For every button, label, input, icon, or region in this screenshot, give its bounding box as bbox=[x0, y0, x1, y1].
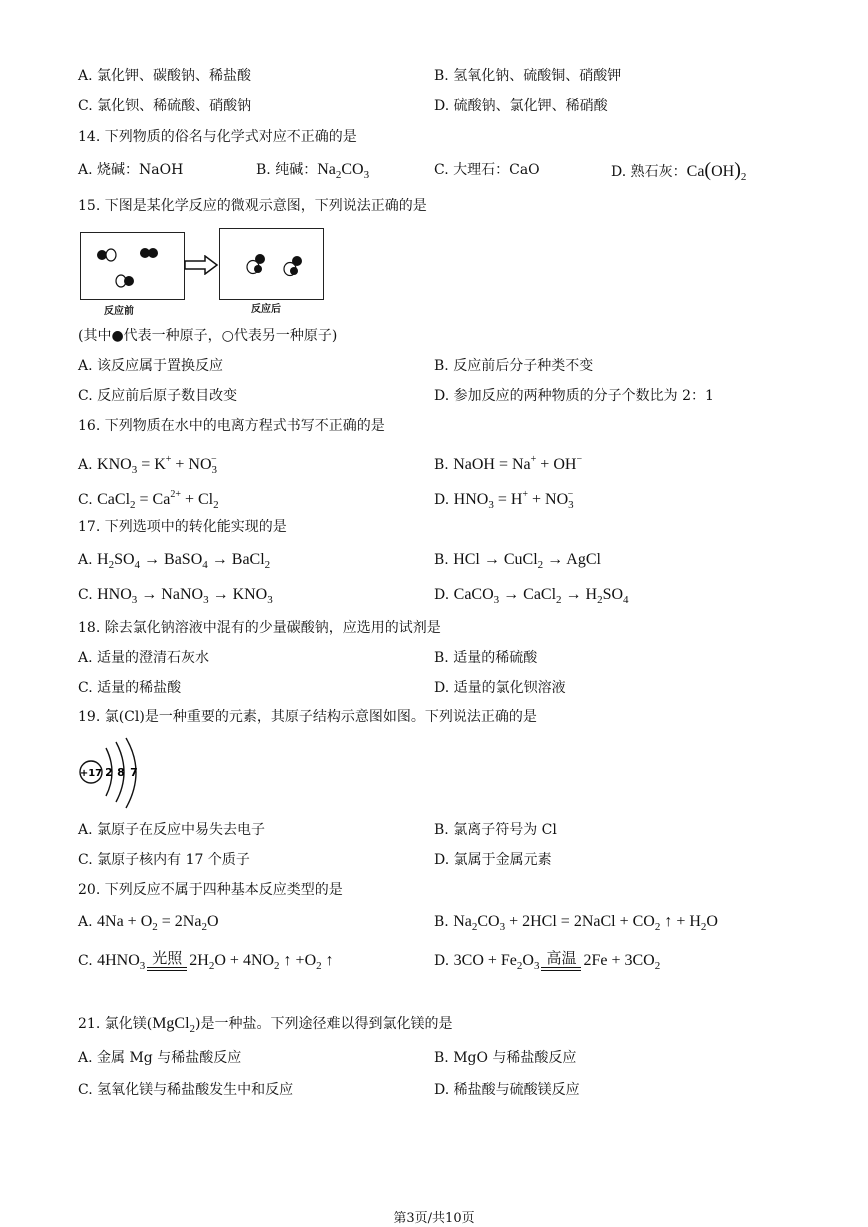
reaction-arrow-icon bbox=[183, 255, 219, 275]
q21-stem: 21. 氯化镁(MgCl$_2$)是一种盐。下列途径难以得到氯化镁的是 bbox=[78, 1015, 453, 1035]
q20-option-a: A. $4Na + O_2 = 2Na_2O$ bbox=[78, 913, 219, 933]
q19-option-d: D. 氯属于金属元素 bbox=[434, 852, 552, 868]
q20-option-c: C. $4HNO_3$ 光照 $2H_2O + 4NO_2$ ↑ $+O_2$ ↑ bbox=[78, 951, 334, 972]
q19-option-a: A. 氯原子在反应中易失去电子 bbox=[78, 822, 266, 838]
q13-option-c: C. 氯化钡、稀硫酸、硝酸钠 bbox=[78, 98, 252, 114]
q17-option-d: D. CaCO$_3$ → CaCl$_2$ → $H_2SO_4$ bbox=[434, 586, 629, 606]
q16-stem: 16. 下列物质在水中的电离方程式书写不正确的是 bbox=[78, 418, 385, 434]
q17-option-b: B. HCl → CuCl$_2$ → AgCl bbox=[434, 551, 601, 571]
q14-option-d: D. 熟石灰：$Ca(OH)_2$ bbox=[611, 159, 747, 183]
q14-option-c: C. 大理石：CaO bbox=[434, 162, 540, 178]
q15-option-d: D. 参加反应的两种物质的分子个数比为 2：1 bbox=[434, 388, 714, 404]
q15-option-a: A. 该反应属于置换反应 bbox=[78, 358, 224, 374]
reaction-after-diagram bbox=[220, 229, 323, 299]
shell-1-count: 2 bbox=[105, 766, 113, 779]
before-caption: 反应前 bbox=[104, 306, 134, 317]
q18-stem: 18. 除去氯化钠溶液中混有的少量碳酸钠，应选用的试剂是 bbox=[78, 620, 441, 636]
q13-option-a: A. 氯化钾、碳酸钠、稀盐酸 bbox=[78, 68, 252, 84]
q20-option-d: D. $3CO + Fe_2O_3$ 高温 $2Fe + 3CO_2$ bbox=[434, 951, 661, 972]
q19-stem: 19. 氯(Cl)是一种重要的元素，其原子结构示意图如图。下列说法正确的是 bbox=[78, 709, 537, 725]
q19-option-b: B. 氯离子符号为 Cl bbox=[434, 822, 557, 838]
q18-option-c: C. 适量的稀盐酸 bbox=[78, 680, 182, 696]
shell-2-count: 8 bbox=[117, 766, 125, 779]
chlorine-atom-structure-diagram bbox=[78, 736, 148, 810]
q14-option-b: B. 纯碱：$Na_2CO_3$ bbox=[256, 161, 370, 181]
q16-option-a: A. $KNO_3 = K^+ + NO_3^-$ bbox=[78, 454, 218, 476]
shell-3-count: 7 bbox=[130, 766, 138, 779]
reaction-before-diagram bbox=[81, 233, 184, 299]
q14-option-a: A. 烧碱：NaOH bbox=[78, 162, 184, 178]
q17-option-a: A. $H_2SO_4$ → BaSO$_4$ → BaCl$_2$ bbox=[78, 551, 271, 571]
after-caption: 反应后 bbox=[251, 304, 281, 315]
q13-option-b: B. 氢氧化钠、硫酸铜、硝酸钾 bbox=[434, 68, 622, 84]
q18-option-b: B. 适量的稀硫酸 bbox=[434, 650, 538, 666]
nucleus-label: +17 bbox=[79, 768, 103, 779]
q21-option-c: C. 氢氧化镁与稀盐酸发生中和反应 bbox=[78, 1082, 294, 1098]
q17-stem: 17. 下列选项中的转化能实现的是 bbox=[78, 519, 287, 535]
q16-option-b: B. NaOH = Na+ + OH− bbox=[434, 454, 583, 473]
q15-stem: 15. 下图是某化学反应的微观示意图，下列说法正确的是 bbox=[78, 198, 427, 214]
condition-high-temp: 高温 bbox=[546, 951, 577, 968]
q16-option-d: D. $HNO_3 = H^+ + NO_3^-$ bbox=[434, 489, 574, 511]
condition-light: 光照 bbox=[152, 951, 183, 968]
reaction-before-box bbox=[80, 232, 185, 300]
q13-option-d: D. 硫酸钠、氯化钾、稀硝酸 bbox=[434, 98, 608, 114]
q18-option-a: A. 适量的澄清石灰水 bbox=[78, 650, 210, 666]
q14-stem: 14. 下列物质的俗名与化学式对应不正确的是 bbox=[78, 129, 357, 145]
reaction-after-box bbox=[219, 228, 324, 300]
q19-option-c: C. 氯原子核内有 17 个质子 bbox=[78, 852, 250, 868]
q15-option-b: B. 反应前后分子种类不变 bbox=[434, 358, 594, 374]
q16-option-c: C. CaCl$_2$ = $Ca^{2+} + Cl_2$ bbox=[78, 489, 219, 511]
q15-note: (其中●代表一种原子，○代表另一种原子) bbox=[78, 328, 338, 344]
q17-option-c: C. $HNO_3$ → NaNO$_3$ → $KNO_3$ bbox=[78, 586, 273, 606]
q15-option-c: C. 反应前后原子数目改变 bbox=[78, 388, 238, 404]
q21-option-d: D. 稀盐酸与硫酸镁反应 bbox=[434, 1082, 580, 1098]
page-footer: 第3页/共10页 bbox=[393, 1211, 475, 1226]
q18-option-d: D. 适量的氯化钡溶液 bbox=[434, 680, 566, 696]
q20-option-b: B. $Na_2CO_3 + 2HCl$ = 2NaCl + $CO_2$ ↑ + $H_2O$ bbox=[434, 913, 718, 933]
q21-option-b: B. MgO 与稀盐酸反应 bbox=[434, 1050, 577, 1066]
q21-option-a: A. 金属 Mg 与稀盐酸反应 bbox=[78, 1050, 242, 1066]
q20-stem: 20. 下列反应不属于四种基本反应类型的是 bbox=[78, 882, 343, 898]
